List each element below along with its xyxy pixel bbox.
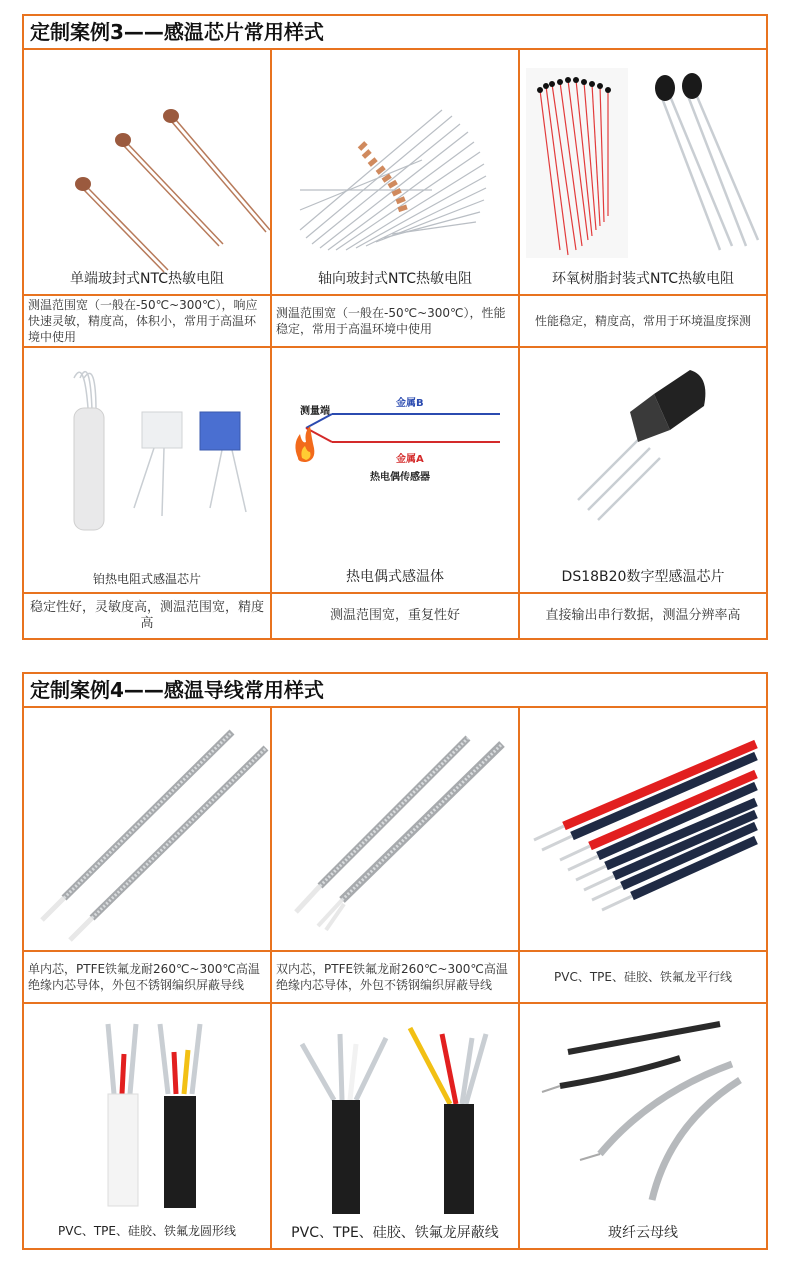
parallel-wire-cell bbox=[520, 708, 766, 952]
desc: PVC、TPE、硅胶、铁氟龙平行线 bbox=[520, 952, 766, 1004]
caption: DS18B20数字型感温芯片 bbox=[561, 569, 725, 585]
metal-a-label: 金属A bbox=[396, 454, 424, 465]
desc: 直接输出串行数据，测温分辨率高 bbox=[520, 594, 766, 638]
caption: PVC、TPE、硅胶、铁氟龙屏蔽线 bbox=[291, 1225, 499, 1241]
caption: 铂热电阻式感温芯片 bbox=[92, 572, 201, 586]
shielded-cable-cell bbox=[272, 1004, 520, 1248]
caption: 玻纤云母线 bbox=[608, 1225, 678, 1241]
caption: 热电偶式感温体 bbox=[346, 569, 444, 585]
caption: PVC、TPE、硅胶、铁氟龙圆形线 bbox=[58, 1224, 236, 1238]
section-sensor-chips bbox=[22, 14, 768, 640]
thermocouple-sensor-label: 热电偶传感器 bbox=[370, 472, 430, 483]
desc: 测温范围宽（一般在-50℃~300℃），性能稳定，常用于高温环境中使用 bbox=[272, 296, 520, 348]
section-title: 定制案例4——感温导线常用样式 bbox=[24, 674, 766, 708]
caption: 单端玻封式NTC热敏电阻 bbox=[70, 271, 224, 287]
thermocouple-cell bbox=[272, 348, 520, 594]
ntc-axial-image bbox=[272, 50, 520, 296]
ntc-single-end-cell bbox=[24, 50, 272, 296]
fiberglass-mica-wire-image bbox=[520, 1004, 766, 1248]
section-title: 定制案例3——感温芯片常用样式 bbox=[24, 16, 766, 50]
parallel-wire-image bbox=[520, 708, 766, 952]
section-sensor-wires bbox=[22, 672, 768, 1250]
desc: 稳定性好，灵敏度高，测温范围宽，精度高 bbox=[24, 594, 272, 638]
ntc-epoxy-image bbox=[520, 50, 766, 296]
platinum-rtd-image bbox=[24, 348, 272, 594]
single-core-shielded-wire-image bbox=[24, 708, 272, 952]
dual-core-wire-cell bbox=[272, 708, 520, 952]
round-cable-cell bbox=[24, 1004, 272, 1248]
ntc-single-end-image bbox=[24, 50, 272, 296]
fiberglass-mica-cell bbox=[520, 1004, 766, 1248]
round-cable-image bbox=[24, 1004, 272, 1248]
desc: 双内芯，PTFE铁氟龙耐260℃~300℃高温绝缘内芯导体，外包不锈钢编织屏蔽导线 bbox=[272, 952, 520, 1004]
shielded-cable-image bbox=[272, 1004, 520, 1248]
caption: 轴向玻封式NTC热敏电阻 bbox=[318, 271, 472, 287]
platinum-rtd-cell bbox=[24, 348, 272, 594]
single-core-wire-cell bbox=[24, 708, 272, 952]
ds18b20-image bbox=[520, 348, 766, 594]
desc: 测温范围宽，重复性好 bbox=[272, 594, 520, 638]
desc: 单内芯，PTFE铁氟龙耐260℃~300℃高温绝缘内芯导体，外包不锈钢编织屏蔽导线 bbox=[24, 952, 272, 1004]
dual-core-shielded-wire-image bbox=[272, 708, 520, 952]
ntc-epoxy-cell bbox=[520, 50, 766, 296]
metal-b-label: 金属B bbox=[396, 398, 424, 409]
desc: 测温范围宽（一般在-50℃~300℃），响应快速灵敏，精度高，体积小，常用于高温环境中使用 bbox=[24, 296, 272, 348]
ds18b20-cell bbox=[520, 348, 766, 594]
ntc-axial-cell bbox=[272, 50, 520, 296]
desc: 性能稳定，精度高，常用于环境温度探测 bbox=[520, 296, 766, 348]
measure-end-label: 测量端 bbox=[300, 406, 330, 417]
caption: 环氧树脂封装式NTC热敏电阻 bbox=[552, 271, 734, 287]
